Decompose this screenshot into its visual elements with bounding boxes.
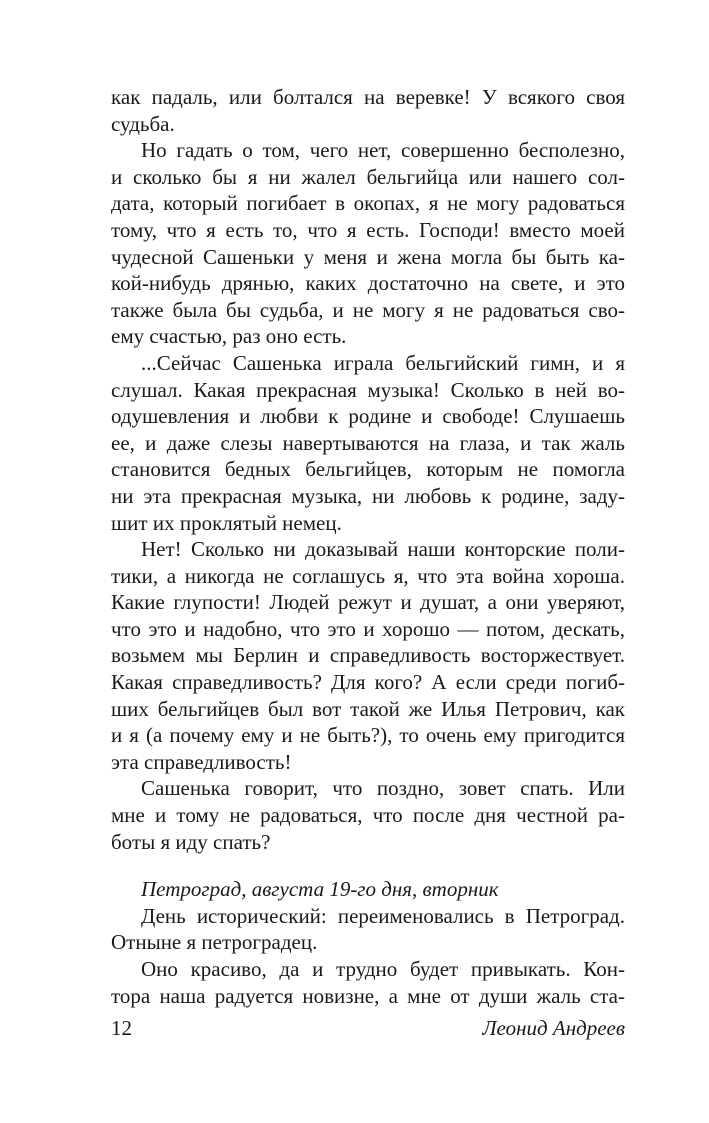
paragraph: [111, 956, 625, 1009]
text-line: одушевления и любви к родине и свободе! Слушаешь: [111, 404, 625, 429]
paragraph: [111, 775, 625, 855]
text-line: шит их проклятый немец.: [111, 510, 342, 535]
text-line: ших бельгийцев был вот такой же Илья Петрович, как: [111, 696, 625, 721]
running-footer-author: Леонид Андреев: [482, 1016, 625, 1040]
page-number: 12: [111, 1016, 132, 1040]
text-line: дата, который погибает в окопах, я не могу радоваться: [111, 191, 625, 216]
text-line: боты я иду спать?: [111, 829, 271, 854]
entry-heading: Петроград, августа 19-го дня, вторник: [141, 877, 499, 902]
text-line: тому, что я есть то, что я есть. Господи! вместо моей: [111, 217, 625, 242]
page-body: [111, 84, 625, 1009]
text-line: Какие глупости! Людей режут и душат, а они уверяют,: [111, 590, 625, 615]
text-line: возьмем мы Берлин и справедливость восторжествует.: [111, 643, 625, 668]
text-line: Оно красиво, да и трудно будет привыкать. Кон-: [141, 957, 625, 981]
text-line: судьба.: [111, 111, 175, 136]
text-line: Сашенька говорит, что поздно, зовет спать. Или: [141, 776, 625, 801]
text-line: ему счастью, раз оно есть.: [111, 324, 347, 349]
text-line: Отныне я петроградец.: [111, 930, 318, 955]
text-line: эта справедливость!: [111, 749, 292, 774]
text-line: ...Сейчас Сашенька играла бельгийский гимн, и я: [141, 350, 625, 375]
text-line: Нет! Сколько ни доказывай наши конторские поли-: [141, 537, 625, 562]
text-line: ни эта прекрасная музыка, ни любовь к родине, заду-: [111, 483, 625, 508]
text-line: и я (а почему ему и не быть?), то очень ему пригодится: [111, 723, 625, 748]
paragraph: [111, 84, 625, 137]
text-line: тики, а никогда не соглашусь я, что эта война хороша.: [111, 563, 625, 588]
section-gap: [111, 855, 625, 876]
text-line: также была бы судьба, и не могу я не радоваться сво-: [111, 297, 625, 322]
text-line: Но гадать о том, чего нет, совершенно бесполезно,: [141, 138, 625, 163]
text-line: ее, и даже слезы навертываются на глаза, и так жаль: [111, 430, 625, 455]
text-line: что это и надобно, что это и хорошо — потом, дескать,: [111, 616, 625, 641]
text-line: слушал. Какая прекрасная музыка! Сколько в ней во-: [111, 377, 625, 402]
page-footer: [111, 1014, 625, 1042]
text-line: тора наша радуется новизне, а мне от души жаль ста-: [111, 983, 625, 1008]
text-line: мне и тому не радоваться, что после дня честной ра-: [111, 803, 625, 828]
paragraph: [111, 903, 625, 956]
text-line: Какая справедливость? Для кого? А если среди погиб-: [111, 670, 625, 695]
text-line: чудесной Сашеньки у меня и жена могла бы быть ка-: [111, 244, 625, 269]
text-line: становится бедных бельгийцев, которым не помогла: [111, 457, 625, 482]
paragraph: [111, 536, 625, 775]
text-line: кой-нибудь дрянью, каких достаточно на свете, и это: [111, 271, 625, 296]
text-line: и сколько бы я ни жалел бельгийца или нашего сол-: [111, 164, 625, 189]
text-line: День исторический: переименовались в Петроград.: [141, 903, 625, 928]
paragraph: [111, 137, 625, 350]
text-line: как падаль, или болтался на веревке! У всякого своя: [111, 85, 625, 109]
paragraph: [111, 350, 625, 536]
